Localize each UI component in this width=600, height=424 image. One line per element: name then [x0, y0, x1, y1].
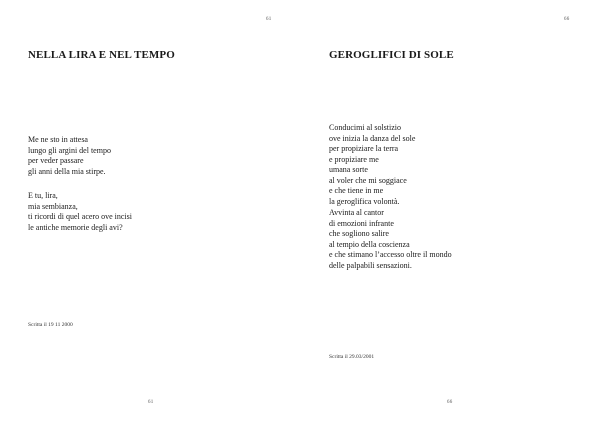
verse-line: al tempio della coscienza — [329, 239, 410, 249]
verse-line: delle palpabili sensazioni. — [329, 260, 412, 270]
verse-line: per veder passare — [28, 156, 84, 165]
verse-line: Avvinta al cantor — [329, 208, 384, 217]
verse-line: per propiziare la terra — [329, 144, 399, 153]
page-number-bottom: 66 — [447, 400, 453, 405]
verse-line: e che stimano l’accesso oltre il mondo — [329, 250, 452, 259]
stanza — [329, 208, 452, 271]
right-page — [300, 0, 600, 424]
verse-line: ove inizia la danza del sole — [329, 133, 416, 143]
verse-line: ti ricordi di quel acero ove incisi — [28, 212, 132, 221]
verse-line: di emozioni infrante — [329, 218, 394, 228]
verse-line: Conducimi al solstizio — [329, 123, 401, 132]
written-date: Scritta il 19 11 2000 — [28, 322, 73, 328]
stanza — [28, 191, 132, 233]
verse-line: lungo gli argini del tempo — [28, 145, 111, 155]
written-date: Scritta il 29.03/2001 — [329, 354, 375, 360]
verse-line: e propiziare me — [329, 154, 379, 164]
verse-line: al voler che mi soggiace — [329, 175, 407, 185]
verse-line: E tu, lira, — [28, 191, 58, 200]
stanza — [329, 123, 415, 207]
verse-line: Me ne sto in attesa — [28, 135, 88, 144]
verse-line: e che tiene in me — [329, 186, 384, 195]
verse-line: mia sembianza, — [28, 201, 78, 211]
verse-line: le antiche memorie degli avi? — [28, 222, 123, 232]
verse-line: gli anni della mia stirpe. — [28, 166, 106, 176]
verse-line: umana sorte — [329, 165, 368, 174]
verse-line: la geroglifica volontà. — [329, 196, 400, 206]
poem-title: GEROGLIFICI DI SOLE — [329, 49, 454, 61]
stanza — [28, 135, 111, 177]
verse-line: che sogliono salire — [329, 229, 389, 238]
page-number-top: 66 — [564, 17, 570, 22]
page-number-top: 61 — [266, 17, 272, 22]
poem-title: NELLA LIRA E NEL TEMPO — [28, 49, 175, 61]
page-number-bottom: 61 — [148, 400, 154, 405]
